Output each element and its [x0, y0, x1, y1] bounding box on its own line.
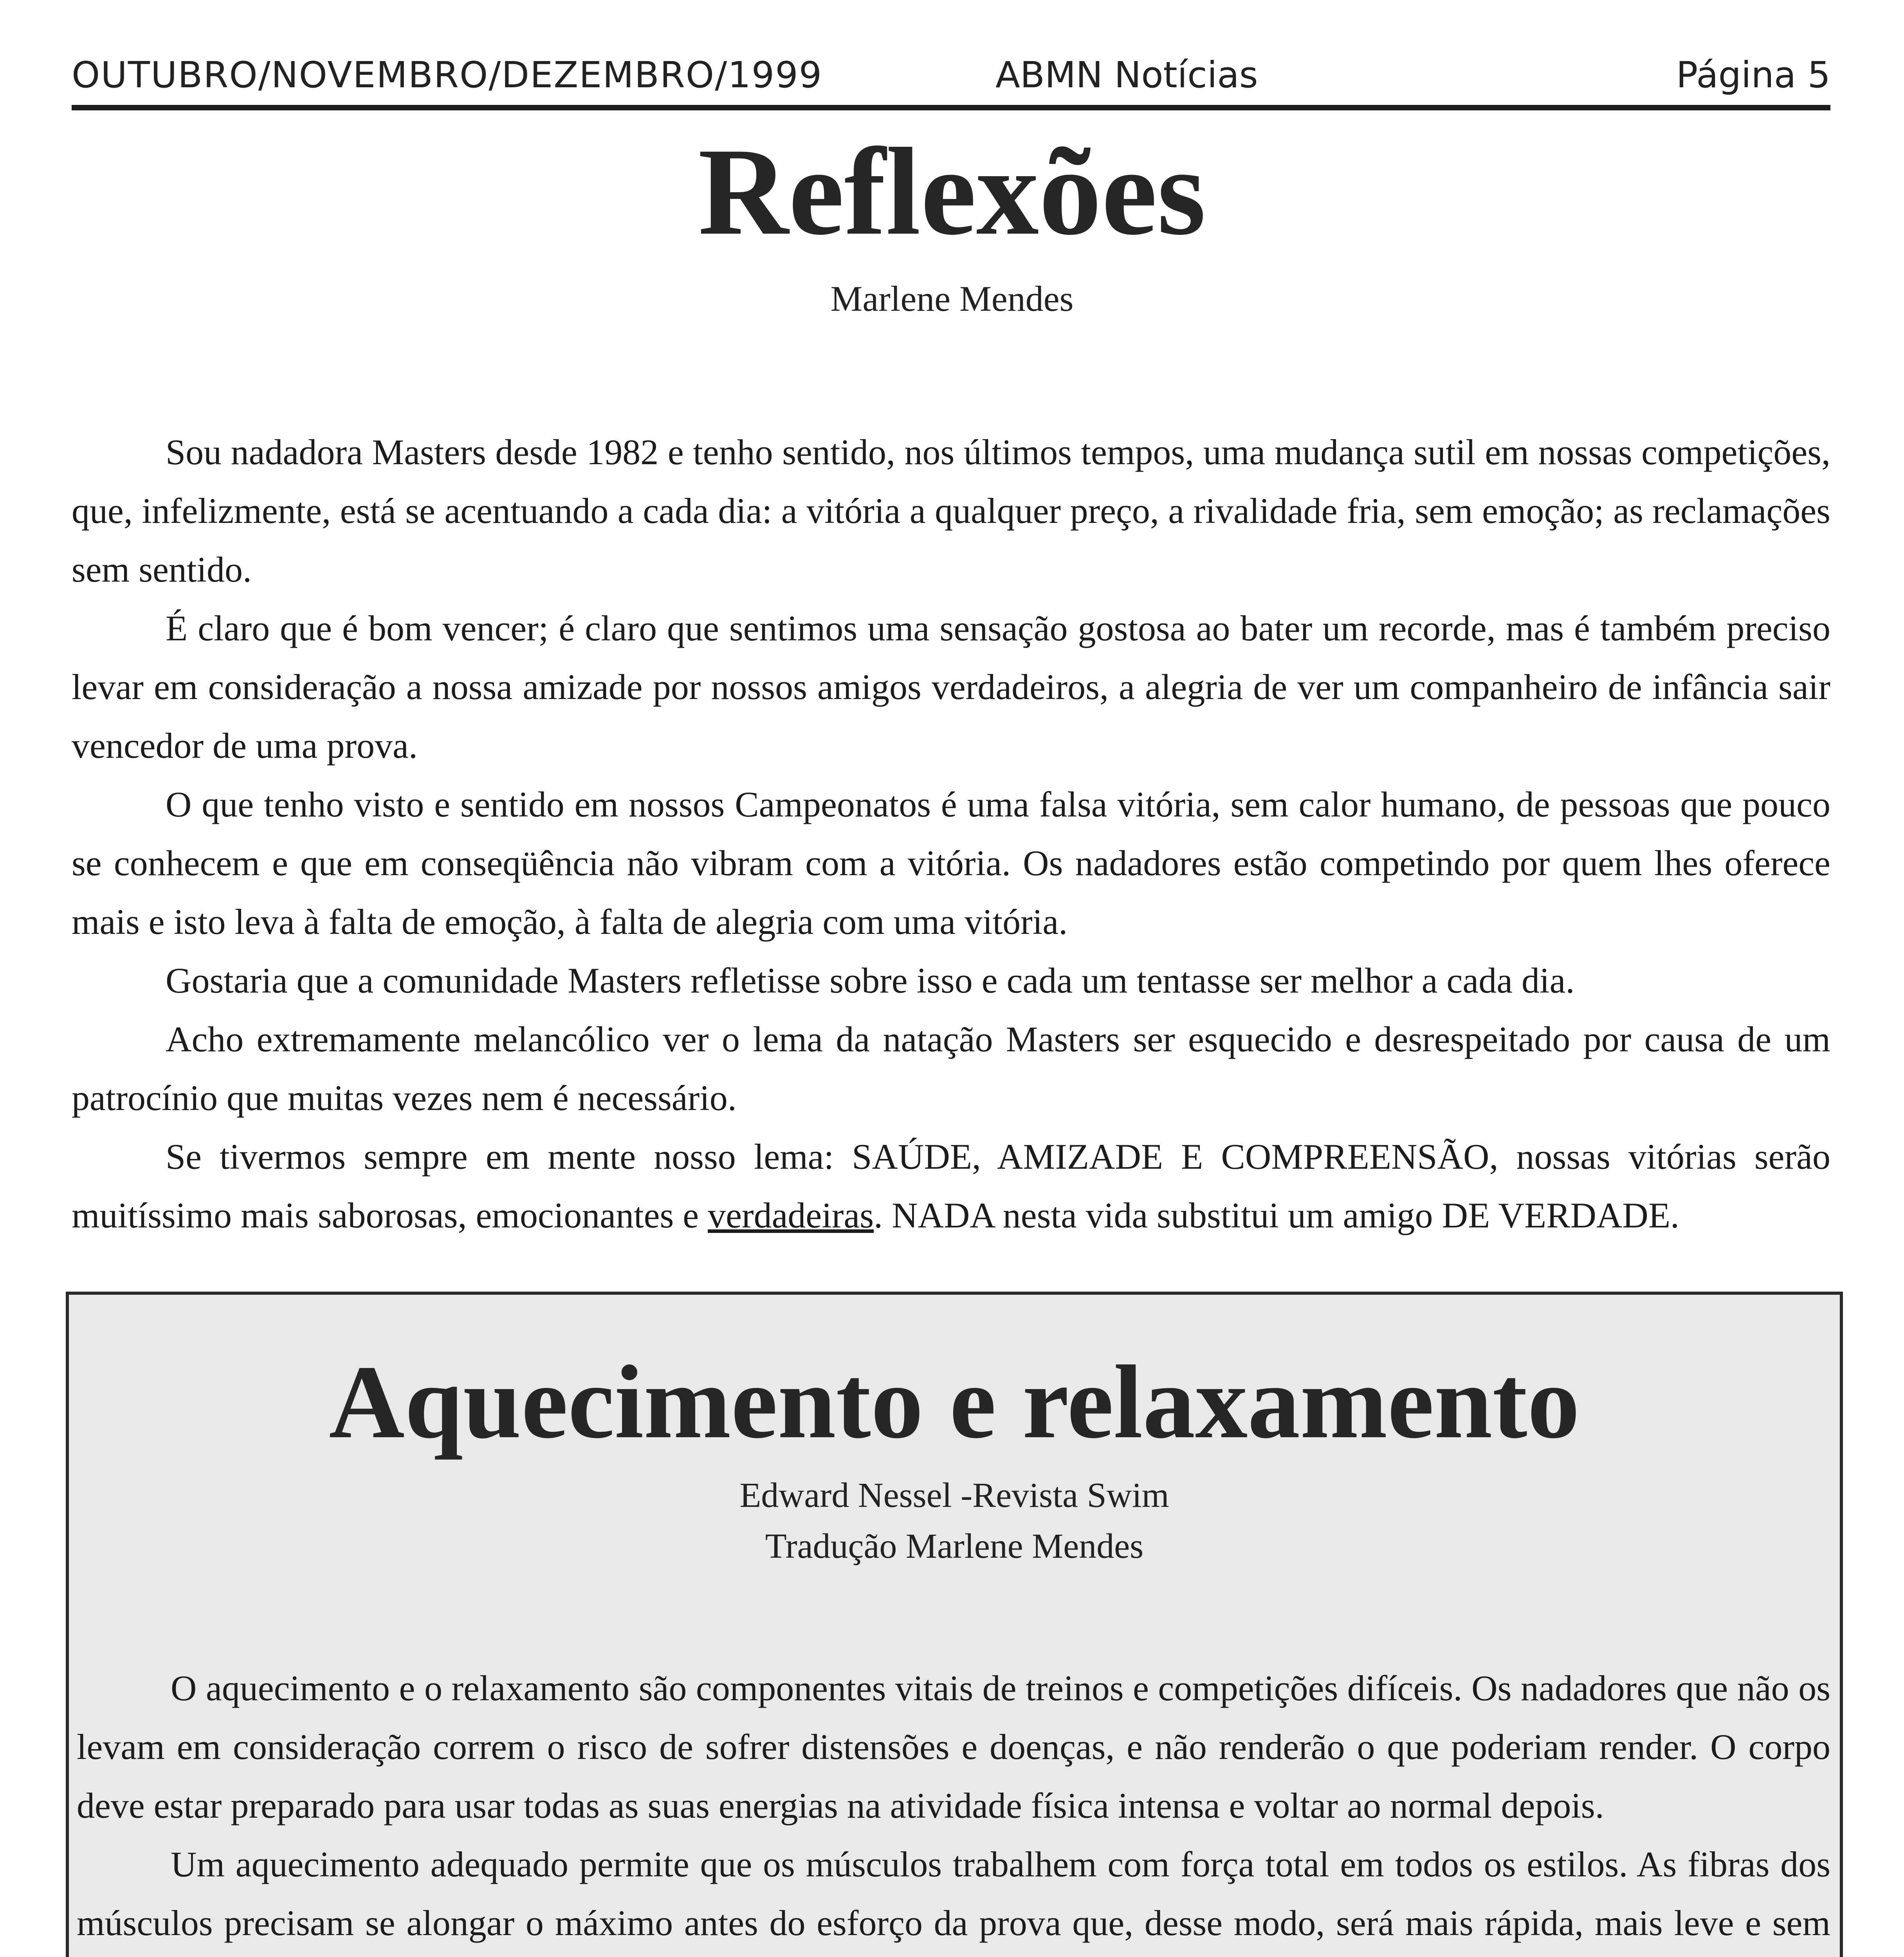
paragraph: Um aquecimento adequado permite que os músculos trabalhem com força total em todos os estilos. As fibras dos músculos precisam se alongar o máximo antes do esforço da prova que, desse modo, será mais rápida, mais leve e sem: [77, 1844, 1830, 1943]
article-title-aquecimento: Aquecimento e relaxamento: [329, 1344, 1580, 1460]
publication-name: ABMN Notícias: [995, 54, 1258, 96]
paragraph: O que tenho visto e sentido em nossos Campeonatos é uma falsa vitória, sem calor humano, de pessoas que pouco se conhecem e que em conseqüência não vibram com a vitória. Os nadadores estão competindo por quem lhes oferece mais e isto leva à falta de emoção, à falta de alegria com uma vitória.: [72, 784, 1830, 942]
paragraph: O aquecimento e o relaxamento são componentes vitais de treinos e competições difíceis. Os nadadores que não os levam em consideração correm o risco de sofrer distensões e doenças, e não renderão o que poderiam render. O corpo deve estar preparado para usar todas as suas energias na atividade física intensa e voltar ao normal depois.: [77, 1668, 1830, 1825]
header-divider: [72, 105, 1830, 110]
article-author: Edward Nessel -Revista Swim: [739, 1476, 1169, 1515]
paragraph-text: . NADA nesta vida substitui um amigo DE VERDADE.: [874, 1195, 1680, 1235]
underlined-word: verdadeiras: [708, 1195, 874, 1235]
paragraph: Gostaria que a comunidade Masters refletisse sobre isso e cada um tentasse ser melhor a cada dia.: [166, 960, 1575, 1000]
article-body-aquecimento: [77, 1659, 1830, 1957]
paragraph: Acho extremamente melancólico ver o lema da natação Masters ser esquecido e desrespeitado por causa de um patrocínio que muitas vezes nem é necessário.: [72, 1019, 1830, 1118]
article-title-reflexoes: Reflexões: [698, 123, 1206, 261]
article-credits: [69, 1470, 1840, 1572]
paragraph-last: [72, 1127, 1830, 1245]
article-box-aquecimento: [66, 1292, 1843, 1957]
article-author: Marlene Mendes: [830, 279, 1074, 319]
page-header: [72, 46, 1830, 109]
paragraph: Sou nadadora Masters desde 1982 e tenho sentido, nos últimos tempos, uma mudança sutil em nossas competições, que, infelizmente, está se acentuando a cada dia: a vitória a qualquer preço, a rivalidade fria, sem emoção; as reclamações sem sentido.: [72, 432, 1830, 589]
paragraph-text: Se tivermos sempre em mente nosso lema: SAÚDE, AMIZADE E COMPREENSÃO, nossas vitórias serão muitíssimo mais saborosas, emocionantes e: [72, 1137, 1830, 1235]
article-translator: Tradução Marlene Mendes: [765, 1527, 1144, 1566]
page-number: Página 5: [1676, 54, 1830, 96]
article-body-reflexoes: [72, 423, 1830, 1245]
paragraph: É claro que é bom vencer; é claro que sentimos uma sensação gostosa ao bater um recorde, mas é também preciso levar em consideração a nossa amizade por nossos amigos verdadeiros, a alegria de ver um companheiro de infância sair vencedor de uma prova.: [72, 608, 1830, 766]
issue-date: OUTUBRO/NOVEMBRO/DEZEMBRO/1999: [72, 54, 823, 96]
